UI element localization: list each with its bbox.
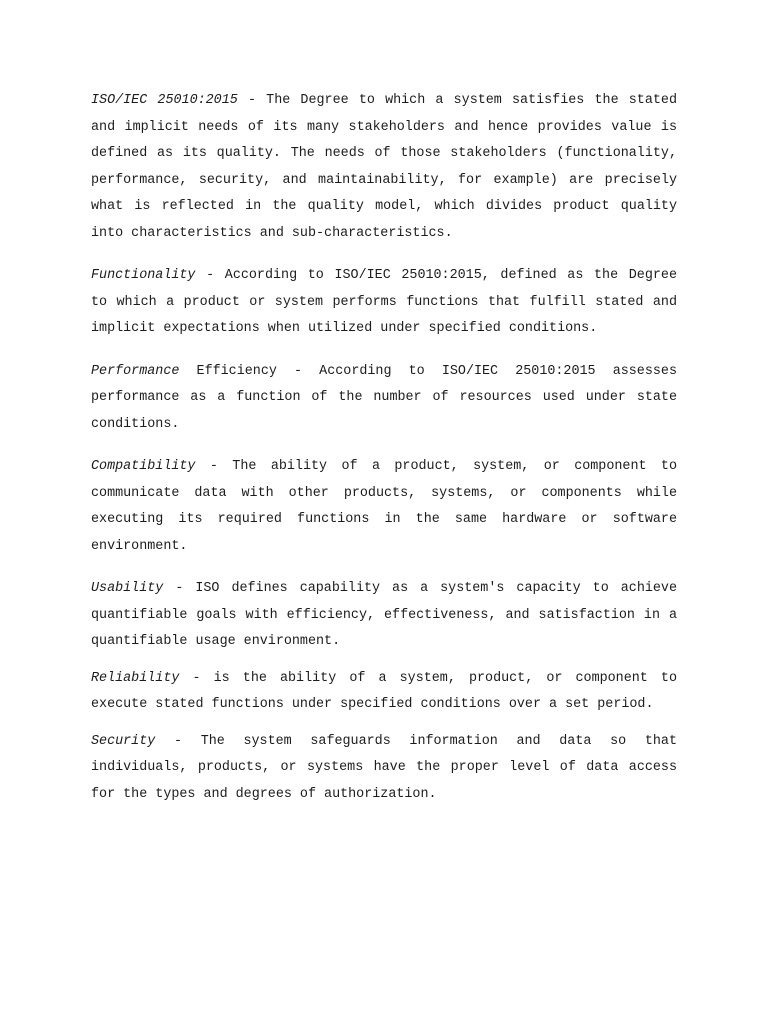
- paragraph-iso-iec-25010: [91, 88, 677, 247]
- paragraph-compatibility: [91, 454, 677, 560]
- definition-usability: - ISO defines capability as a system's capacity to achieve quantifiable goals with efficiency, effectiveness, and satisfaction in a quantifiable usage environment.: [91, 581, 677, 649]
- paragraph-security: [91, 729, 677, 809]
- term-compatibility: Compatibility: [91, 459, 196, 474]
- term-reliability: Reliability: [91, 670, 180, 686]
- definition-functionality: - According to ISO/IEC 25010:2015, defined as the Degree to which a product or system performs functions that fulfill stated and implicit expectations when utilized under specified conditions.: [91, 268, 677, 336]
- definition-iso-iec-25010: - The Degree to which a system satisfies the stated and implicit needs of its many stakeholders and hence provides value is defined as its quality. The needs of those stakeholders (functionality, performance, security, and maintainability, for example) are precisely what is reflected in the quality model, which divides product quality into characteristics and sub-characteristics.: [91, 93, 677, 241]
- term-functionality: Functionality: [91, 268, 196, 283]
- term-usability: Usability: [91, 581, 164, 596]
- paragraph-performance-efficiency: [91, 359, 677, 439]
- paragraph-usability: [91, 576, 677, 656]
- term-security: Security: [91, 733, 156, 749]
- definition-performance-efficiency: Efficiency - According to ISO/IEC 25010:2015 assesses performance as a function of the number of resources used under state conditions.: [91, 363, 677, 432]
- term-performance: Performance: [91, 363, 180, 379]
- term-iso-iec-25010: ISO/IEC 25010:2015: [91, 93, 238, 108]
- paragraph-reliability: [91, 666, 677, 719]
- definition-security: - The system safeguards information and data so that individuals, products, or systems have the proper level of data access for the types and degrees of authorization.: [91, 733, 677, 802]
- document-page: [91, 88, 677, 808]
- definition-compatibility: - The ability of a product, system, or component to communicate data with other products, systems, or components while executing its required functions in the same hardware or software environment.: [91, 459, 677, 554]
- definition-reliability: - is the ability of a system, product, or component to execute stated functions under specified conditions over a set period.: [91, 670, 677, 712]
- paragraph-functionality: [91, 263, 677, 343]
